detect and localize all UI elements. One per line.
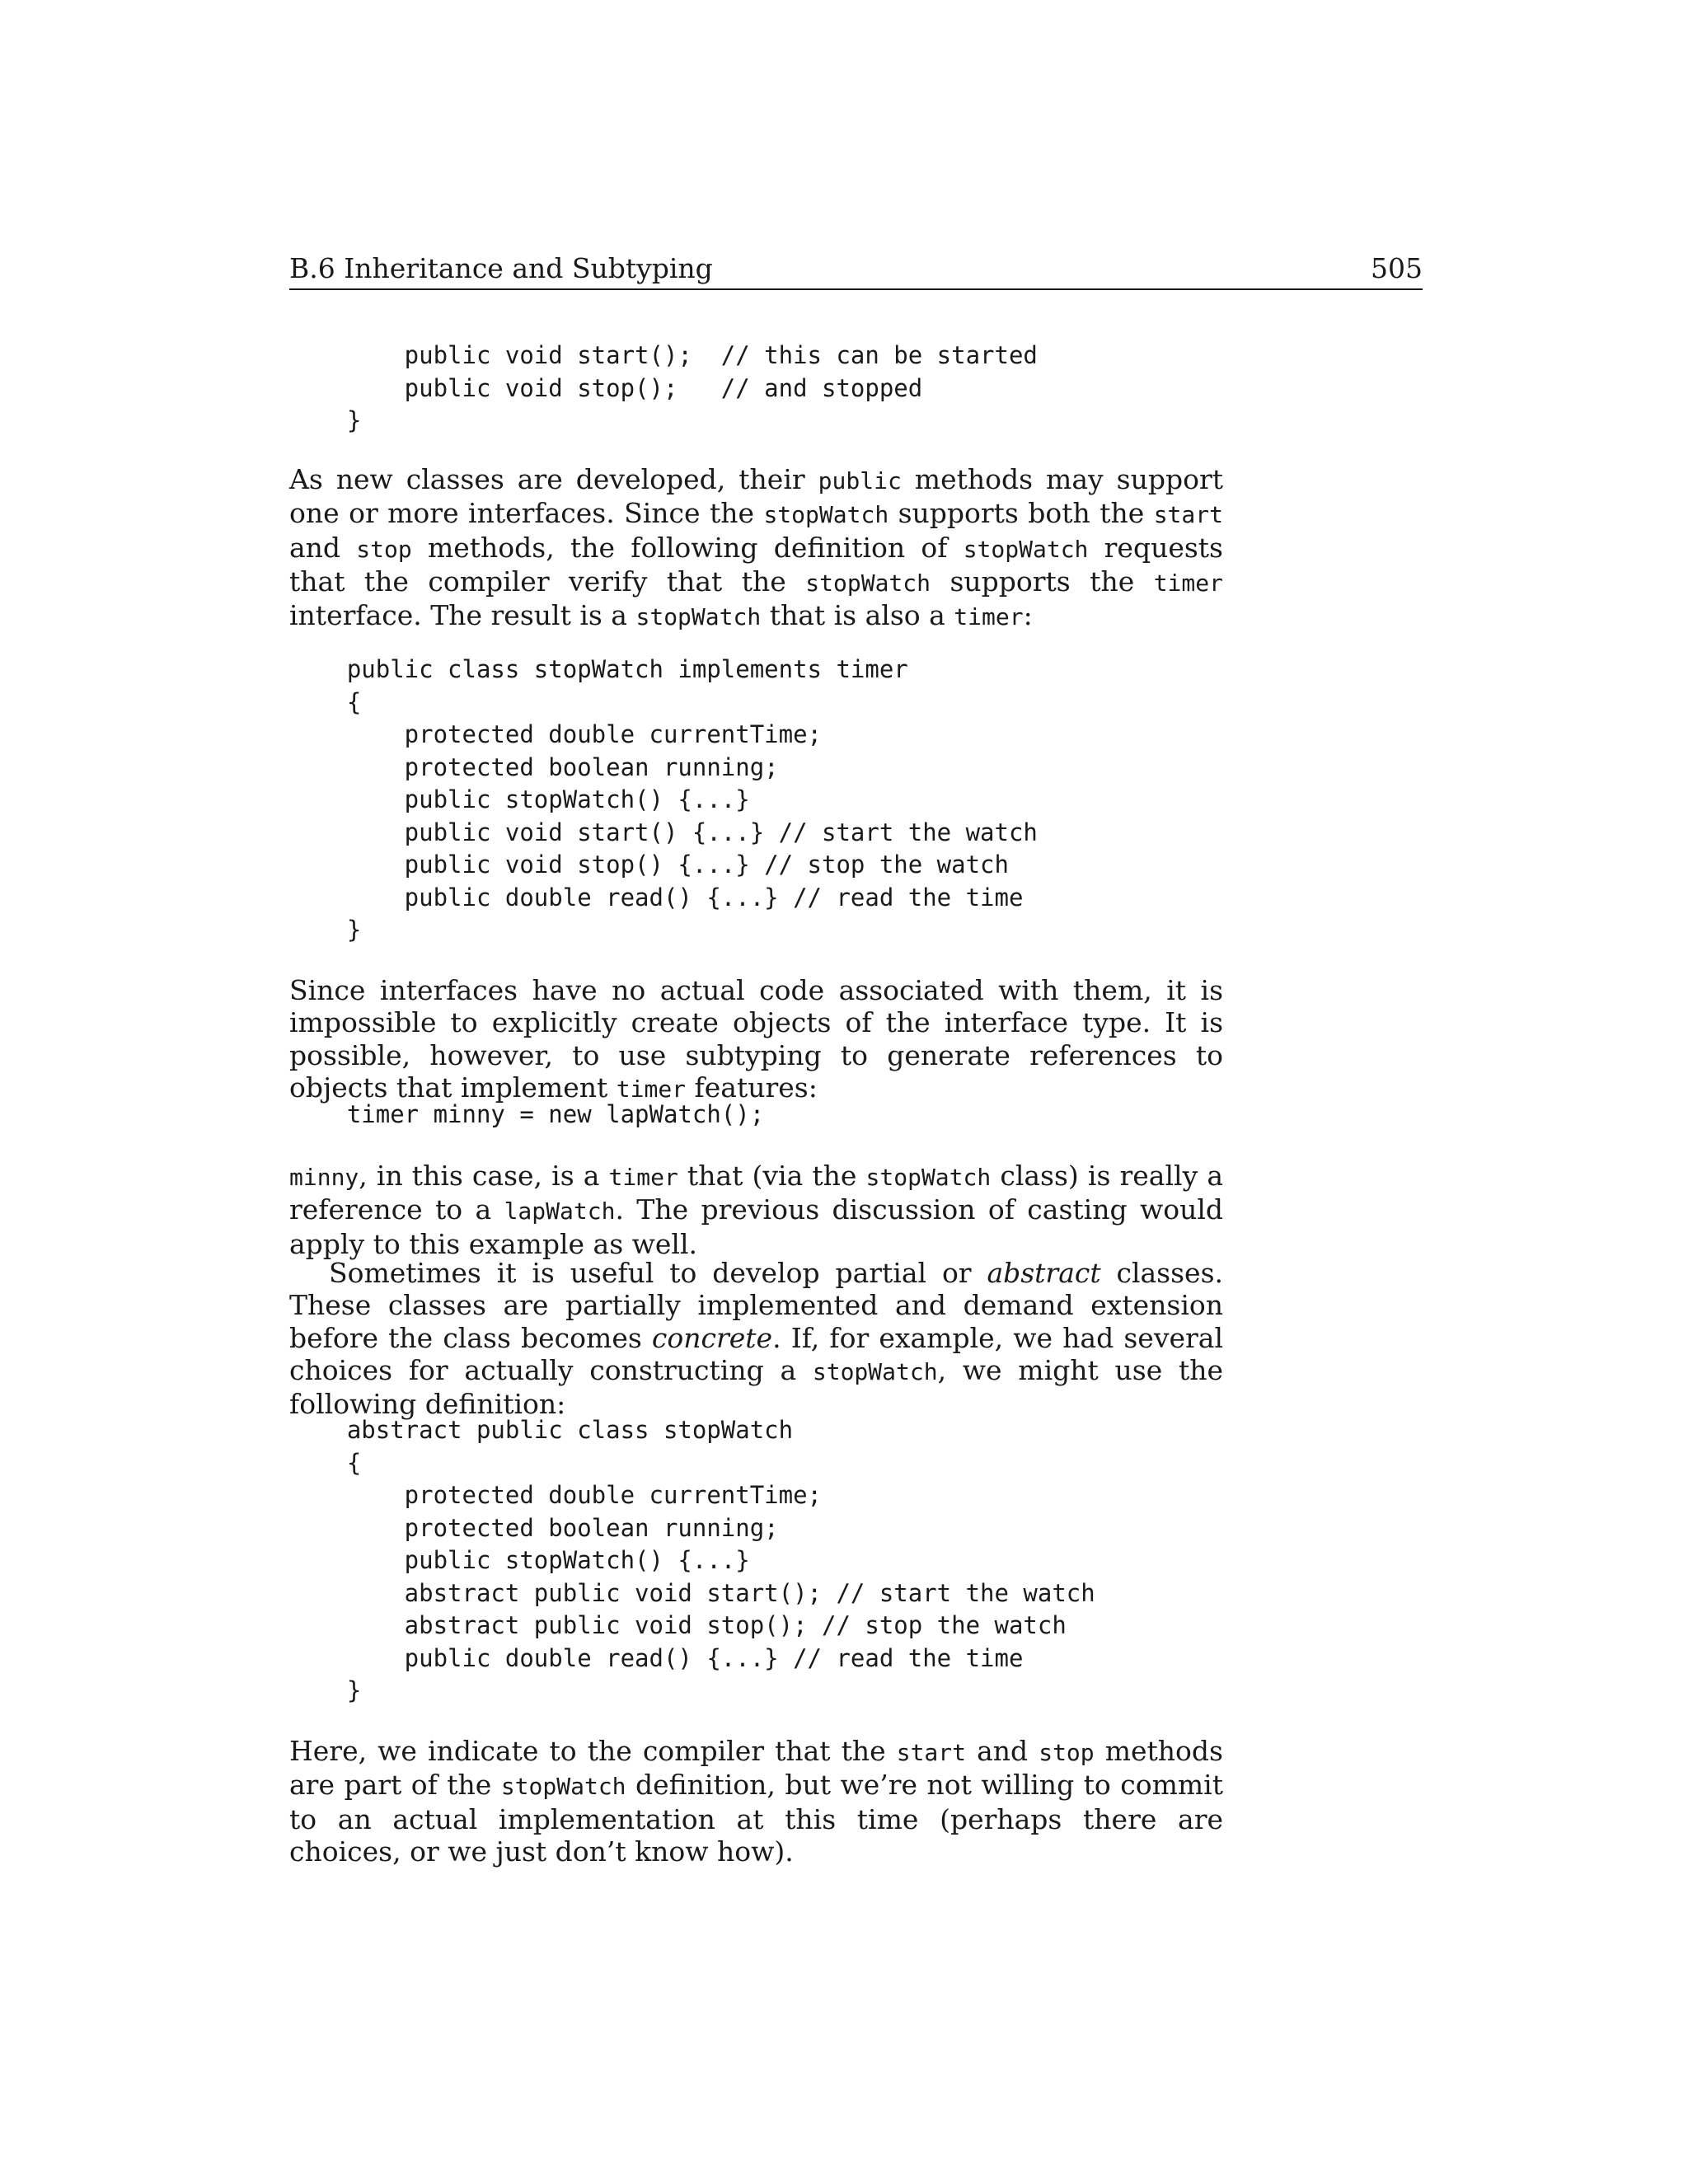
inline-code: public (818, 467, 902, 494)
code-line: { (289, 1448, 362, 1477)
inline-code: stopWatch (763, 501, 889, 529)
code-block-minny (289, 1099, 764, 1132)
code-line: public double read() {...} // read the time (289, 883, 1024, 912)
inline-code: start (1153, 501, 1223, 529)
page-number: 505 (1371, 252, 1423, 284)
code-line: public void start(); // this can be started (289, 341, 1038, 369)
inline-code: lapWatch (504, 1197, 616, 1226)
inline-code: stop (356, 535, 412, 563)
code-line: public void stop() {...} // stop the watch (289, 851, 1009, 879)
code-line: timer minny = new lapWatch(); (289, 1100, 765, 1128)
code-line: public void stop(); // and stopped (289, 373, 923, 402)
code-line: public stopWatch() {...} (289, 1546, 750, 1574)
code-block-interface-tail (289, 340, 1038, 438)
code-line: } (289, 916, 362, 944)
paragraph-interfaces-intro: As new classes are developed, their public methods may support one or more interfaces. Since the stopWatch supports both the start and stop methods, the following definition of stopWatch requests that the compiler verify that the stopWatch supports the timer interface. The result is a stopWatch that is also a timer: (289, 463, 1223, 632)
inline-code: stopWatch (963, 535, 1089, 563)
inline-code: minny (289, 1164, 359, 1191)
code-line: protected double currentTime; (289, 720, 823, 748)
paragraph-abstract-explanation: Here, we indicate to the compiler that the start and stop methods are part of the stopWatch definition, but we’re not willing to commit to an actual implementation at this time (perhaps there are choices, or we just don’t know how). (289, 1735, 1223, 1868)
inline-code: stopWatch (805, 569, 931, 597)
code-line: } (289, 1676, 362, 1704)
code-line: protected boolean running; (289, 752, 779, 781)
code-line: public double read() {...} // read the time (289, 1643, 1024, 1672)
inline-code: timer (1153, 569, 1223, 597)
inline-code: stopWatch (865, 1164, 992, 1191)
code-line: } (289, 406, 362, 434)
inline-code: timer (954, 603, 1024, 631)
section-title: B.6 Inheritance and Subtyping (289, 252, 713, 284)
inline-code: stopWatch (635, 603, 762, 631)
code-line: abstract public void stop(); // stop the watch (289, 1611, 1067, 1639)
code-line: abstract public void start(); // start the watch (289, 1578, 1095, 1607)
paragraph-minny-explanation: minny, in this case, is a timer that (via the stopWatch class) is really a reference to a lapWatch. The previous discussion of casting would apply to this example as well. (289, 1160, 1224, 1260)
code-block-abstract-stopwatch (289, 1414, 1095, 1708)
code-line: abstract public class stopWatch (289, 1416, 794, 1444)
code-line: public stopWatch() {...} (289, 785, 750, 813)
code-line: { (289, 687, 362, 716)
code-line: public void start() {...} // start the watch (289, 818, 1038, 846)
code-line: public class stopWatch implements timer (289, 655, 908, 683)
code-block-stopwatch-implements (289, 654, 1038, 947)
inline-code: stopWatch (500, 1773, 626, 1801)
paragraph-interface-subtyping: Since interfaces have no actual code associated with them, it is impossible to explicitly create objects of the interface type. It is possible, however, to use subtyping to generate references to objects that implement timer features: (289, 974, 1223, 1104)
inline-code: timer (608, 1164, 678, 1191)
code-line: protected double currentTime; (289, 1481, 823, 1509)
paragraph-abstract-classes: Sometimes it is useful to develop partial or abstract classes. These classes are partially implemented and demand extension before the class becomes concrete. If, for example, we had several choices for actually constructing a stopWatch, we might use the following definition: (289, 1257, 1224, 1421)
inline-code: timer (616, 1075, 687, 1103)
inline-code: start (896, 1739, 967, 1766)
inline-code: stop (1039, 1739, 1095, 1766)
inline-code: stopWatch (812, 1357, 938, 1385)
running-header (289, 249, 1423, 290)
code-line: protected boolean running; (289, 1513, 779, 1542)
emphasis: concrete (651, 1321, 773, 1354)
emphasis: abstract (987, 1257, 1101, 1289)
